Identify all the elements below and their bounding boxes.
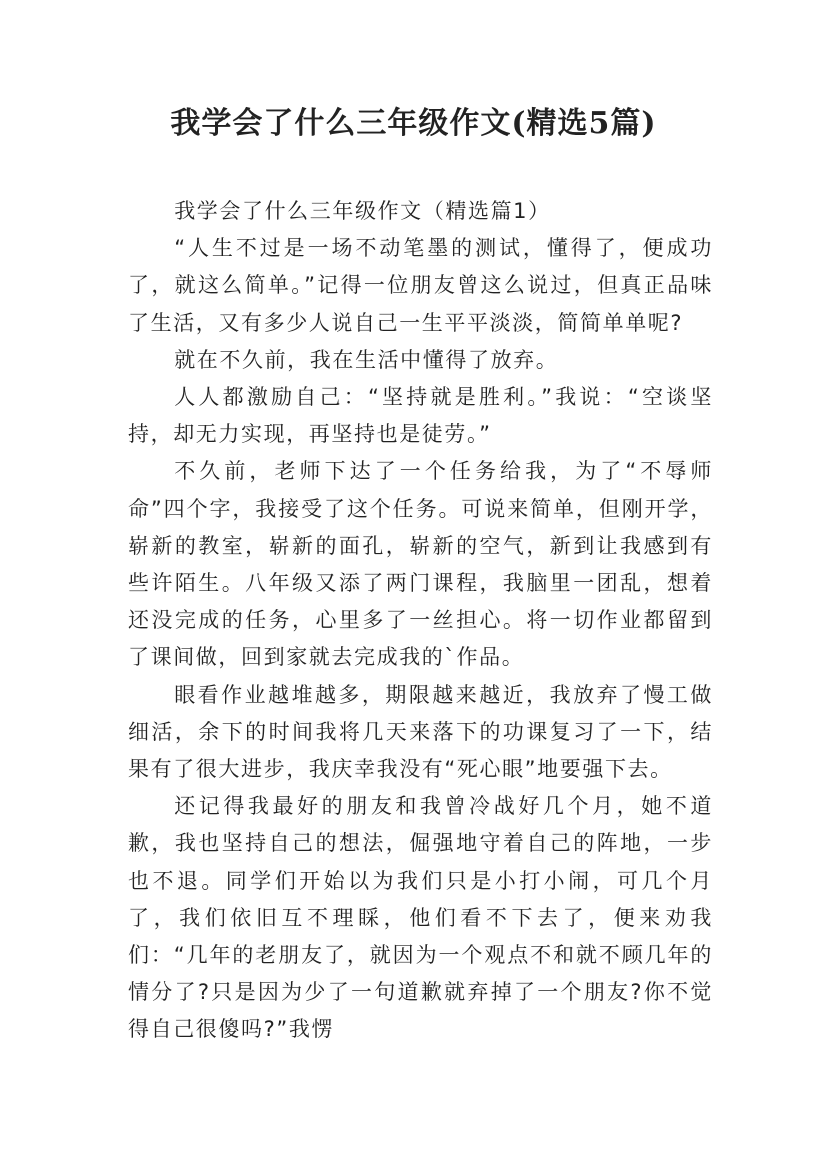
paragraph: 眼看作业越堆越多，期限越来越近，我放弃了慢工做细活，余下的时间我将几天来落下的功课复习了一下，结果有了很大进步，我庆幸我没有“死心眼”地要强下去。 [128,682,713,782]
paragraph: 不久前，老师下达了一个任务给我，为了“不辱师命”四个字，我接受了这个任务。可说来简单，但刚开学，崭新的教室，崭新的面孔，崭新的空气，新到让我感到有些许陌生。八年级又添了两门课程，我脑里一团乱，想着还没完成的任务，心里多了一丝担心。将一切作业都留到了课间做，回到家就去完成我的`作品。 [128,459,713,670]
paragraph: 就在不久前，我在生活中懂得了放弃。 [174,347,559,372]
paragraph-heading: 我学会了什么三年级作文（精选篇1） [174,199,551,223]
document-body [128,193,713,1049]
paragraph: “人生不过是一场不动笔墨的测试，懂得了，便成功了，就这么简单。”记得一位朋友曾这么说过，但真正品味了生活，又有多少人说自己一生平平淡淡，简简单单呢? [128,236,713,335]
paragraph: 人人都激励自己：“坚持就是胜利。”我说：“空谈坚持，却无力实现，再坚持也是徒劳。” [128,385,713,447]
document-title: 我学会了什么三年级作文(精选5篇) [170,106,657,141]
paragraph: 还记得我最好的朋友和我曾冷战好几个月，她不道歉，我也坚持自己的想法，倔强地守着自己的阵地，一步也不退。同学们开始以为我们只是小打小闹，可几个月了，我们依旧互不理睬，他们看不下去了，便来劝我们：“几年的老朋友了，就因为一个观点不和就不顾几年的情分了?只是因为少了一句道歉就弃掉了一个朋友?你不觉得自己很傻吗?”我愣 [128,794,713,1042]
